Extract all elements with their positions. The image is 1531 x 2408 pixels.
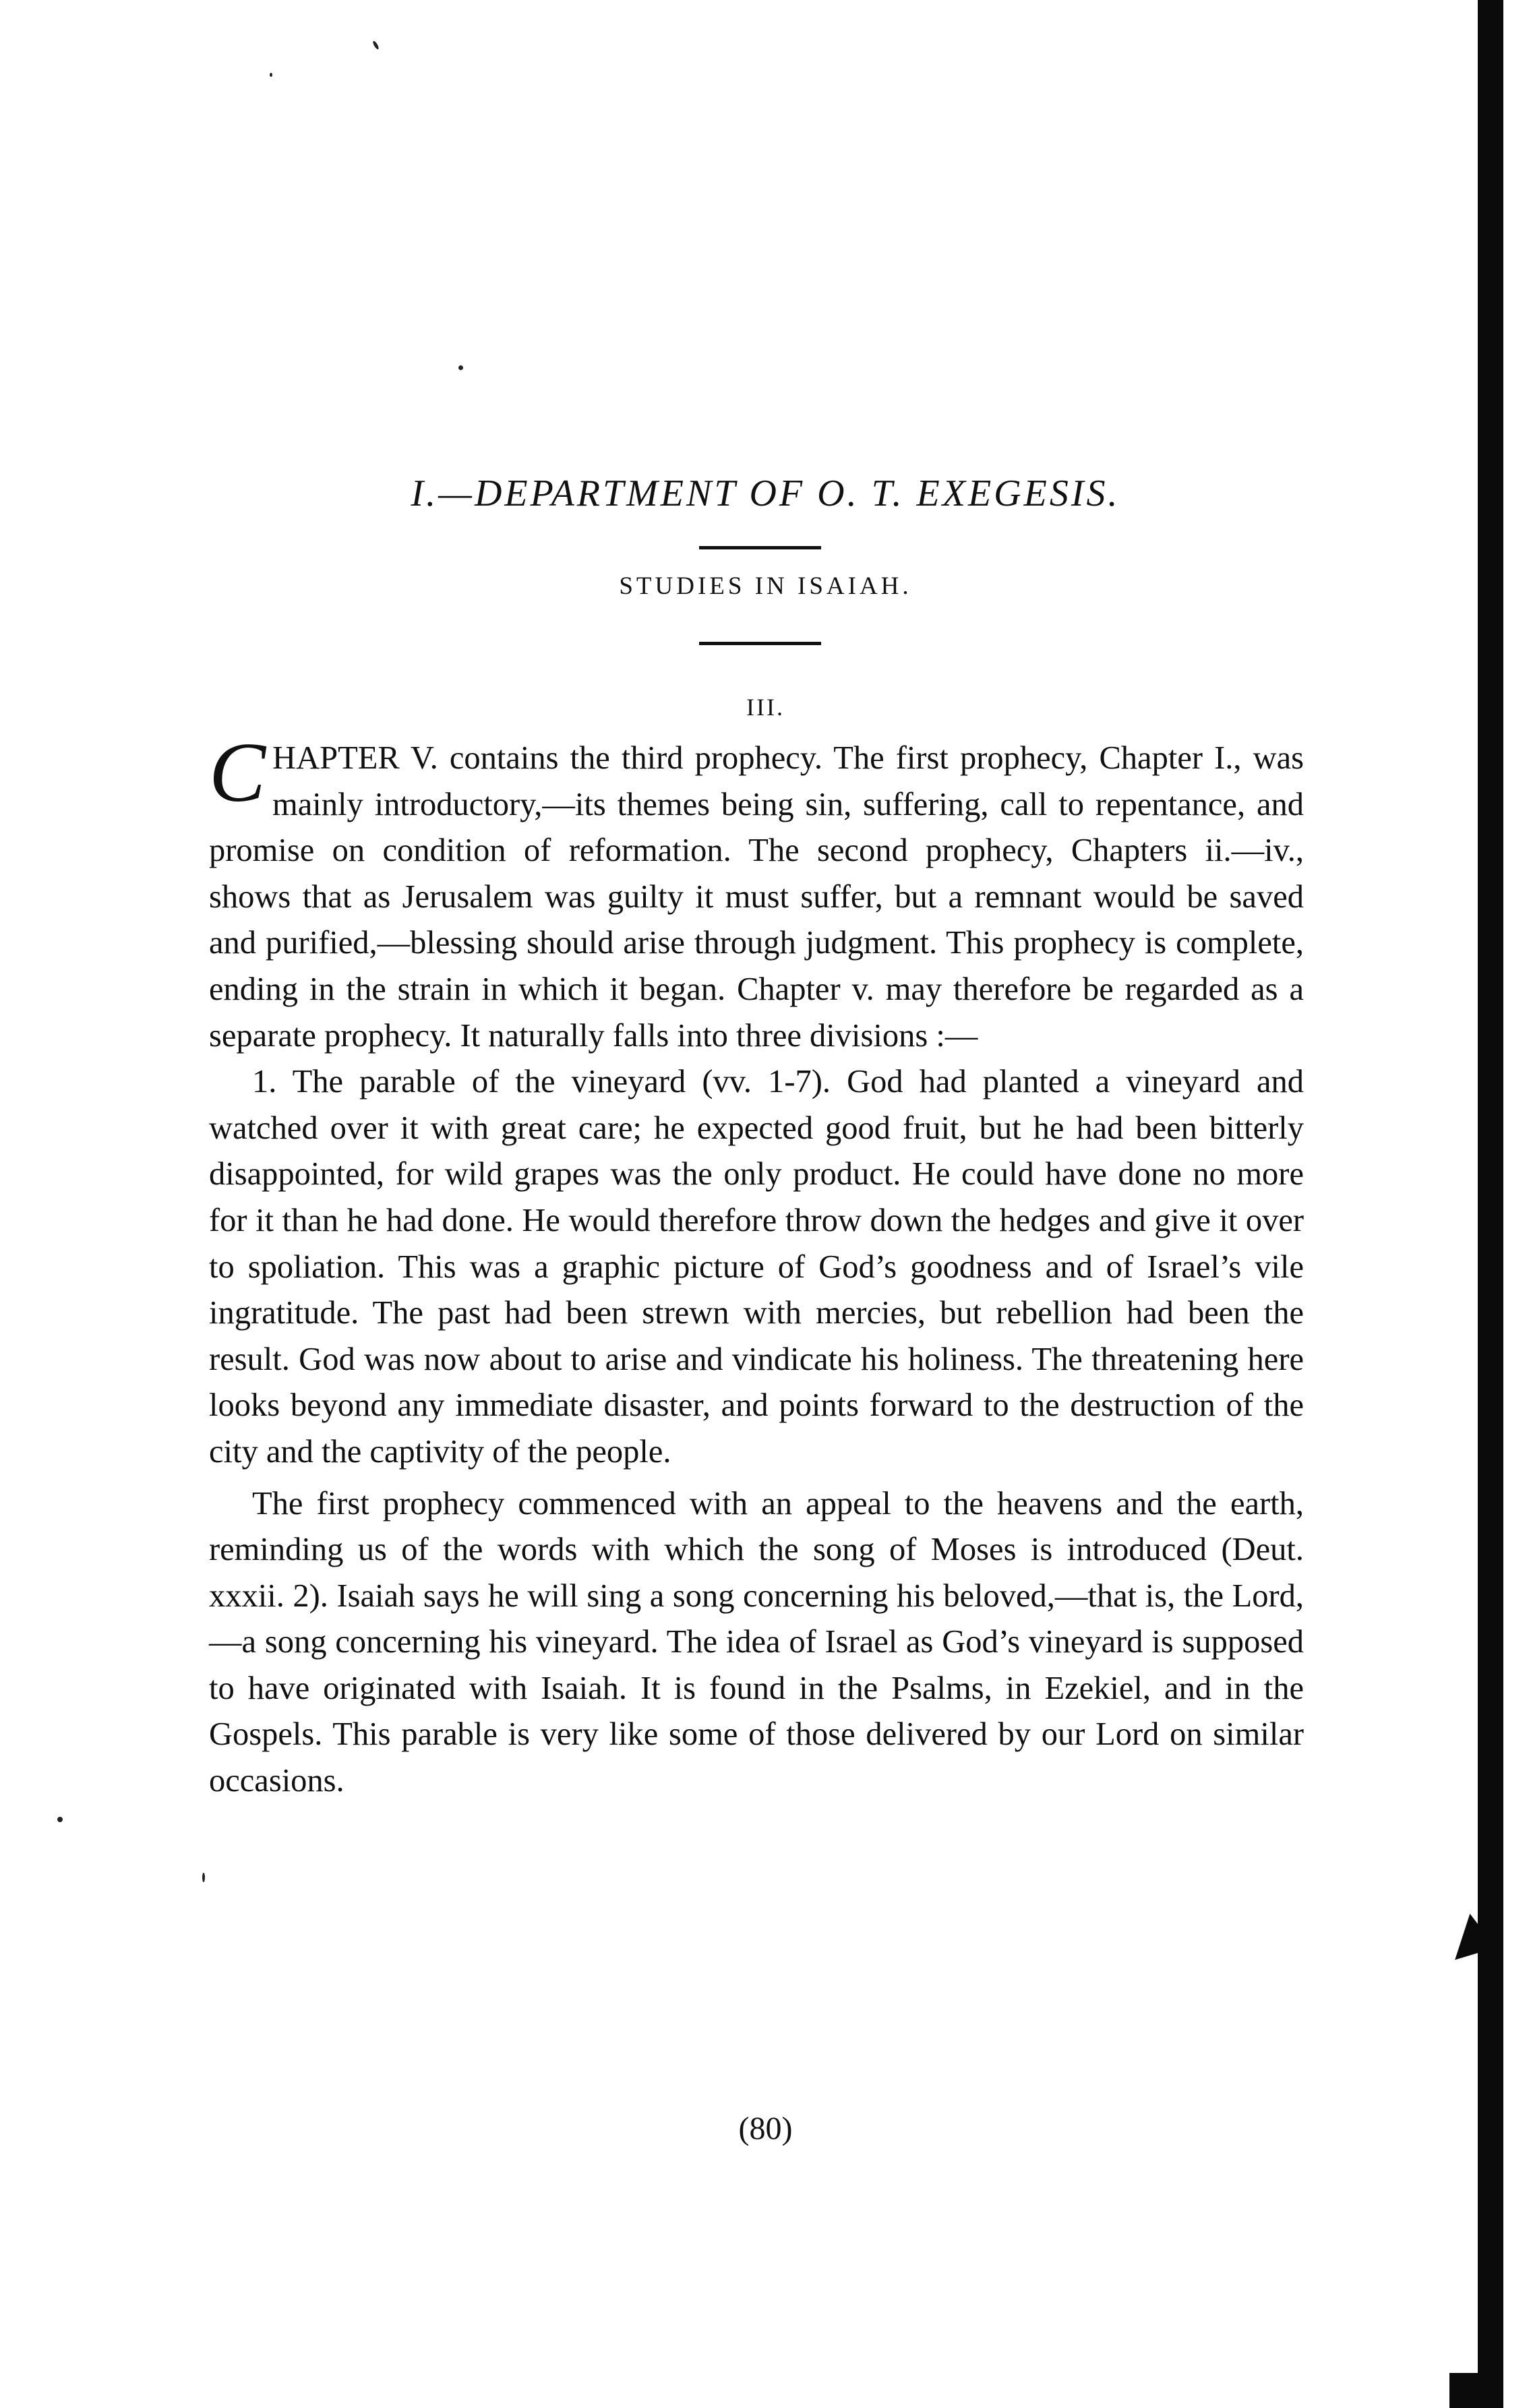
paragraph-2: 1. The parable of the vineyard (vv. 1-7). God had planted a vineyard and watched over it with great care; he expected good fruit, but he had been bitterly disappointed, for wild grapes was the only product. He could have done no more for it than he had done. He would therefore throw down the hedges and give it over to spoliation. This was a graphic picture of God’s goodness and of Israel’s vile ingratitude. The past had been strewn with mercies, but rebellion had been the result. God was now about to arise and vindicate his holiness. The threatening here looks beyond any immediate disaster, and points forward to the destruction of the city and the captivity of the people. bbox=[209, 1064, 1304, 1470]
ink-speck bbox=[372, 40, 380, 51]
ink-speck bbox=[202, 1873, 205, 1882]
department-heading: I.—DEPARTMENT OF O. T. EXEGESIS. bbox=[411, 473, 1120, 514]
book-binding-edge bbox=[1478, 0, 1503, 2408]
paragraph-1-text: HAPTER V. contains the third prophecy. The first prophecy, Chapter I., was mainly introductory,—its themes being sin, suffering, call to repentance, and promise on condition of reformation. The second prophecy, Chapters ii.—iv., shows that as Jerusalem was guilty it must suffer, but a remnant would be saved and purified,—blessing should arise through judgment. This prophecy is complete, ending in the strain in which it began. Chapter v. may therefore be regarded as a separate prophecy. It naturally falls into three divisions :— bbox=[209, 740, 1304, 1054]
article-body bbox=[209, 726, 1304, 1805]
heading-rule bbox=[699, 546, 821, 549]
page-number: (80) bbox=[738, 2111, 793, 2146]
ink-speck bbox=[57, 1817, 63, 1822]
binding-edge-foot bbox=[1449, 2373, 1503, 2408]
ink-speck bbox=[458, 365, 463, 370]
paragraph-1 bbox=[209, 726, 1304, 1059]
paragraph-3: The first prophecy commenced with an appeal to the heavens and the earth, reminding us of the words with which the song of Moses is introduced (Deut. xxxii. 2). Isaiah says he will sing a song concerning his beloved,—that is, the Lord,—a song concerning his vineyard. The idea of Israel as God’s vineyard is supposed to have originated with Isaiah. It is found in the Psalms, in Ezekiel, and in the Gospels. This parable is very like some of those delivered by our Lord on similar occasions. bbox=[209, 1485, 1304, 1799]
part-numeral: III. bbox=[746, 694, 785, 721]
ink-speck bbox=[270, 73, 272, 77]
series-title: STUDIES IN ISAIAH. bbox=[619, 572, 912, 600]
series-rule bbox=[699, 642, 821, 645]
drop-cap: C bbox=[209, 726, 266, 820]
